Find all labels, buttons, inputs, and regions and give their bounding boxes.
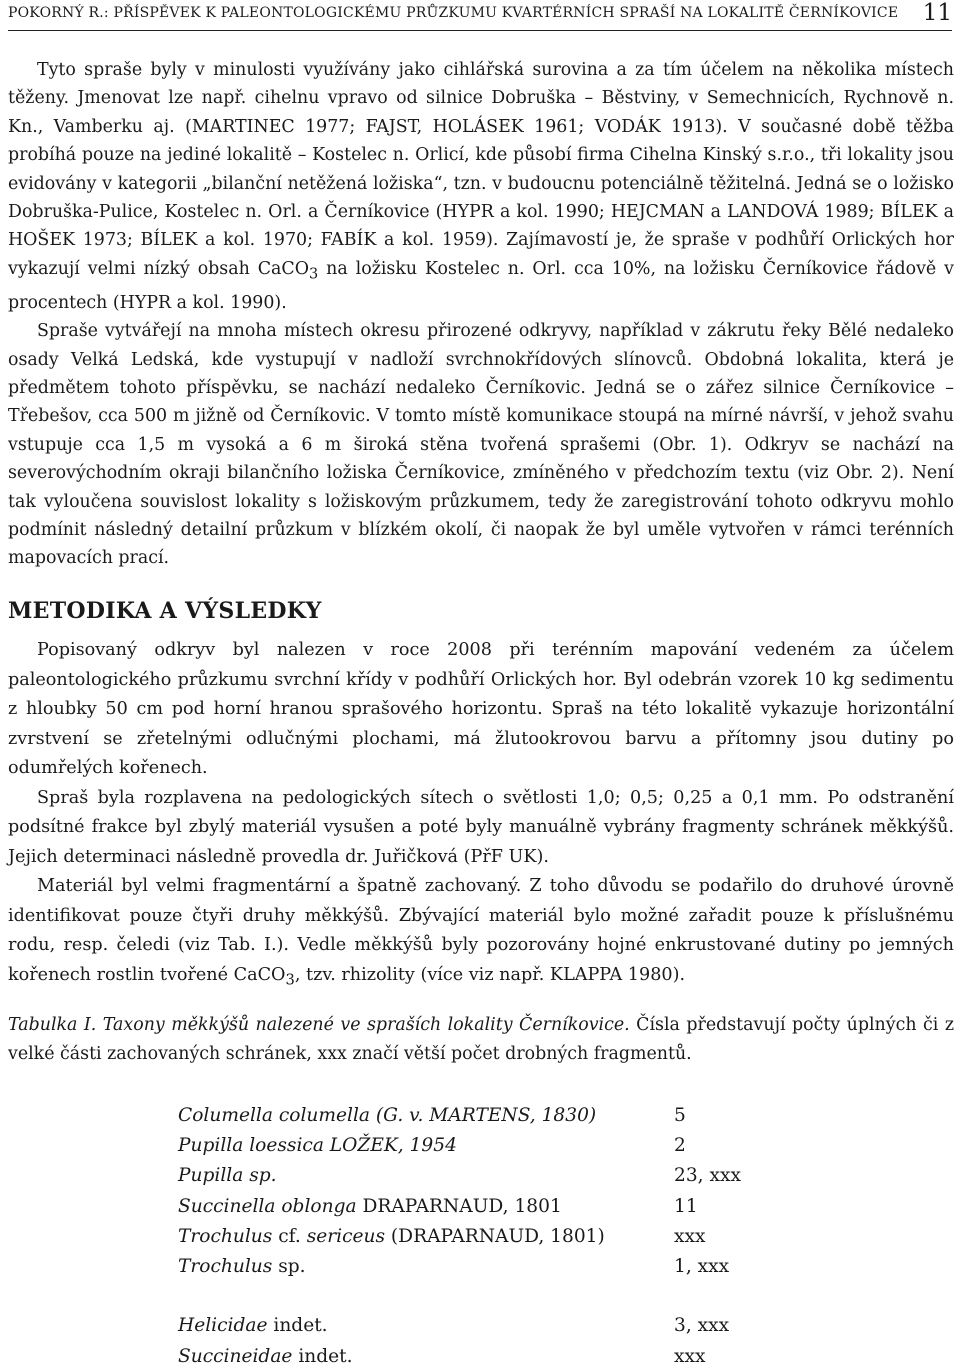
taxon-name (178, 1100, 674, 1130)
section-heading: METODIKA A VÝSLEDKY (8, 598, 322, 624)
taxon-genus: Columella columella (G. v. MARTENS, 1830) (178, 1104, 597, 1126)
paragraph-text: , tzv. rhizolity (více viz např. KLAPPA 1980). (294, 964, 686, 985)
taxon-qualifier: cf. (272, 1225, 307, 1247)
table-row (178, 1311, 794, 1341)
taxon-name (178, 1341, 674, 1371)
taxon-genus: Trochulus (178, 1225, 273, 1247)
subscript: 3 (285, 971, 295, 989)
table-row (178, 1100, 794, 1130)
taxon-count: 11 (674, 1195, 698, 1217)
taxon-count: 2 (674, 1134, 686, 1156)
taxon-count: xxx (674, 1345, 706, 1367)
paragraph: Spraš byla rozplavena na pedologických sítech o světlosti 1,0; 0,5; 0,25 a 0,1 mm. Po odstranění podsítné frakce byl zbylý materiál vysušen a poté byly manuálně vybrány fragmenty schránek měkkýšů. Jejich determinaci následně provedla dr. Juřičková (PřF UK). (8, 787, 954, 867)
running-title: POKORNÝ R.: PŘÍSPĚVEK K PALEONTOLOGICKÉMU PRŮZKUMU KVARTÉRNÍCH SPRAŠÍ NA LOKALITĚ ČERNÍKOVICE (8, 5, 899, 21)
taxa-table (178, 1100, 794, 1371)
taxon-rank: indet. (292, 1345, 353, 1367)
paragraph-text: na ložisku Kostelec n. Orl. cca 10%, na ložisku Černíkovice řádově v procentech (HYPR a kol. 1990). (8, 258, 954, 313)
taxon-name (178, 1161, 674, 1191)
taxon-rank: indet. (267, 1315, 328, 1337)
taxon-name (178, 1130, 674, 1160)
taxon-species: sericeus (306, 1225, 386, 1247)
taxon-genus: Succinella oblonga (178, 1195, 357, 1217)
taxon-name (178, 1191, 674, 1221)
paragraph (8, 872, 954, 995)
table-row (178, 1341, 794, 1371)
paragraph-text: Tyto spraše byly v minulosti využívány jako cihlářská surovina a za tím účelem na několika místech těženy. Jmenovat lze např. cihelnu vpravo od silnice Dobruška – Běstviny, v Semechnicích, Rychnově n. Kn., Vamberku aj. (MARTINEC 1977; FAJST, HOLÁSEK 1961; VODÁK 1913). V současné době těžba probíhá pouze na jediné lokalitě – Kostelec n. Orlicí, kde působí firma Cihelna Kinský s.r.o., tři lokality jsou evidovány v kategorii „bilanční netěžená ložiska“, tzn. v budoucnu potenciálně těžitelná. Jedná se o ložisko Dobruška-Pulice, Kostelec n. Orl. a Černíkovice (HYPR a kol. 1990; HEJCMAN a LANDOVÁ 1989; BÍLEK a HOŠEK 1973; BÍLEK a kol. 1970; FABÍK a kol. 1959). Zajímavostí je, že spraše v podhůří Orlických hor vykazují velmi nízký obsah CaCO (8, 60, 954, 279)
table-row (178, 1161, 794, 1191)
taxon-count: 23, xxx (674, 1165, 741, 1187)
spacer-cell (674, 1282, 794, 1311)
taxon-count: 5 (674, 1104, 686, 1126)
taxon-count: xxx (674, 1225, 706, 1247)
page-number: 11 (922, 0, 952, 26)
paragraph-text: Materiál byl velmi fragmentární a špatně zachovaný. Z toho důvodu se podařilo do druhové úrovně identifikovat pouze čtyři druhy měkkýšů. Zbývající materiál bylo možné zařadit pouze k příslušnému rodu, resp. čeledi (viz Tab. I.). Vedle měkkýšů byly pozorovány hojné enkrustované dutiny po jemných kořenech rostlin tvořené CaCO (8, 876, 954, 985)
taxon-rank: sp. (272, 1256, 306, 1278)
taxon-family: Helicidae (178, 1315, 268, 1337)
taxon-genus: Pupilla loessica LOŽEK, 1954 (178, 1134, 457, 1156)
taxon-author: DRAPARNAUD, 1801 (356, 1195, 562, 1217)
intro-section (8, 56, 954, 573)
taxon-name (178, 1311, 674, 1341)
taxon-name (178, 1221, 674, 1251)
table-caption (8, 1011, 954, 1069)
table-caption-text: Čísla představují počty úplných či z velké části zachovaných schránek, xxx značí větší počet drobných fragmentů. (8, 1015, 954, 1064)
paragraph: Spraše vytvářejí na mnoha místech okresu přirozené odkryvy, například v zákrutu řeky Bělé nedaleko osady Velká Ledská, kde vystupují v nadloží svrchnokřídových slínovců. Obdobná lokalita, která je předmětem tohoto příspěvku, se nachází nedaleko Černíkovic. Jedná se o zářez silnice Černíkovice – Třebešov, cca 500 m jižně od Černíkovic. V tomto místě komunikace stoupá na mírné návrší, v jehož svahu vstupuje cca 1,5 m vysoká a 6 m široká stěna tvořená sprašemi (Obr. 1). Odkryv se nachází na severovýchodním okraji bilančního ložiska Černíkovice, zmíněného v předchozím textu (viz Obr. 2). Není tak vyloučena souvislost lokality s ložiskovým průzkumem, tedy že zaregistrování tohoto odkryvu mohlo podmínit následný detailní průzkum v blízkém okolí, či naopak že byl uměle vytvořen v rámci terénních mapovacích prací. (8, 321, 954, 569)
table-row (178, 1251, 794, 1281)
taxon-author: (DRAPARNAUD, 1801) (385, 1225, 605, 1247)
methods-section (8, 636, 954, 995)
table-row (178, 1221, 794, 1251)
taxon-family: Succineidae (178, 1345, 293, 1367)
spacer-cell (178, 1282, 674, 1311)
taxon-genus: Pupilla sp. (178, 1165, 277, 1187)
paragraph: Popisovaný odkryv byl nalezen v roce 2008 při terénním mapování vedeném za účelem paleontologického průzkumu svrchní křídy v podhůří Orlických hor. Byl odebrán vzorek 10 kg sedimentu z hloubky 50 cm pod horní hranou sprašového horizontu. Spraš na této lokalitě vykazuje horizontální zvrstvení se zřetelnými odlučnými plochami, má žlutookrovou barvu a přítomny jsou dutiny po odumřelých kořenech. (8, 640, 954, 778)
taxon-count: 3, xxx (674, 1315, 730, 1337)
taxon-genus: Trochulus (178, 1256, 273, 1278)
paragraph (8, 56, 954, 317)
table-row (178, 1191, 794, 1221)
table-spacer-row (178, 1282, 794, 1311)
table-caption-title: Tabulka I. Taxony měkkýšů nalezené ve spraších lokality Černíkovice. (8, 1015, 630, 1035)
table-row (178, 1130, 794, 1160)
taxon-name (178, 1251, 674, 1281)
subscript: 3 (308, 266, 319, 283)
taxon-count: 1, xxx (674, 1256, 730, 1278)
running-header (8, 0, 952, 31)
